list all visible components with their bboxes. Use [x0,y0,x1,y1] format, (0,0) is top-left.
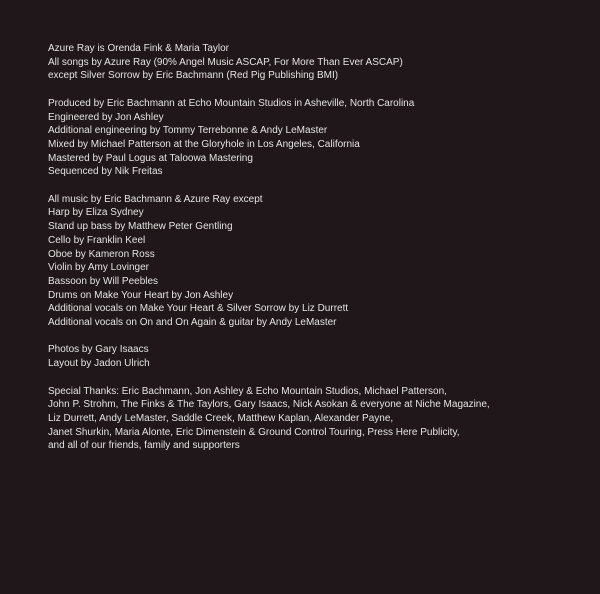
credit-line: All music by Eric Bachmann & Azure Ray except [48,193,263,205]
credit-line: Azure Ray is Orenda Fink & Maria Taylor [48,43,229,54]
credit-line: Mixed by Michael Patterson at the Gloryhole in Los Angeles, California [48,138,360,150]
credit-line: Violin by Amy Lovinger [48,262,149,274]
credit-line: Liz Durrett, Andy LeMaster, Saddle Creek, Matthew Kaplan, Alexander Payne, [48,412,394,424]
credit-line: and all of our friends, family and supporters [48,440,240,452]
credit-line: John P. Strohm, The Finks & The Taylors, Gary Isaacs, Nick Asokan & everyone at Niche Magazine, [48,399,490,411]
special-thanks-section [48,385,588,454]
credit-line: Harp by Eliza Sydney [48,207,144,219]
production-section [48,97,588,179]
credit-line: Photos by Gary Isaacs [48,344,149,356]
credit-line: except Silver Sorrow by Eric Bachmann (Red Pig Publishing BMI) [48,70,339,82]
credit-line: Sequenced by Nik Freitas [48,166,163,178]
credit-line: Bassoon by Will Peebles [48,275,159,287]
credit-line: Drums on Make Your Heart by Jon Ashley [48,289,234,301]
credit-line: Additional vocals on Make Your Heart & Silver Sorrow by Liz Durrett [48,303,349,315]
credit-line: Oboe by Kameron Ross [48,248,155,260]
credit-line: Additional engineering by Tommy Terrebonne & Andy LeMaster [48,125,328,137]
credit-line: Layout by Jadon Ulrich [48,358,150,370]
credit-line: Stand up bass by Matthew Peter Gentling [48,221,233,233]
credit-line: Additional vocals on On and On Again & guitar by Andy LeMaster [48,317,337,329]
members-section [48,42,588,83]
credit-line: All songs by Azure Ray (90% Angel Music ASCAP, For More Than Ever ASCAP) [48,56,403,68]
liner-notes-credits [48,42,588,467]
credit-line: Mastered by Paul Logus at Taloowa Mastering [48,152,253,164]
musicians-section [48,193,588,330]
credit-line: Produced by Eric Bachmann at Echo Mountain Studios in Asheville, North Carolina [48,97,415,109]
credit-line: Special Thanks: Eric Bachmann, Jon Ashley & Echo Mountain Studios, Michael Patterson, [48,385,447,397]
credit-line: Engineered by Jon Ashley [48,111,164,123]
credit-line: Janet Shurkin, Maria Alonte, Eric Dimenstein & Ground Control Touring, Press Here Publicity, [48,426,460,438]
credit-line: Cello by Franklin Keel [48,234,146,246]
art-section [48,343,588,370]
